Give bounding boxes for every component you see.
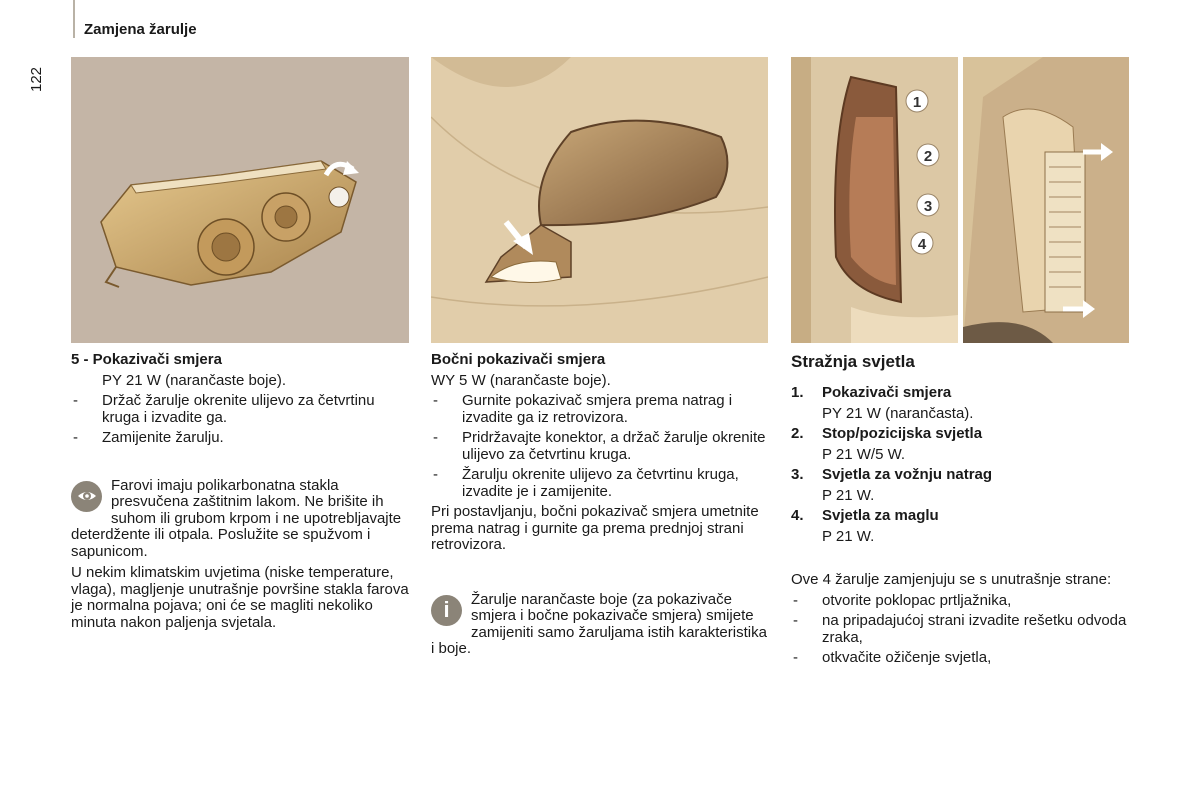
side-indicator-spec: WY 5 W (narančaste boje). — [431, 371, 611, 389]
header-divider — [73, 0, 75, 38]
side-indicator-heading: Bočni pokazivači smjera — [431, 351, 606, 368]
list-item: - Zamijenite žarulju. — [73, 429, 224, 446]
list-item-text: Pridržavajte konektor, a držač žarulje okrenite ulijevo za četvrtinu kruga. — [462, 429, 766, 463]
list-item-label: Svjetla za maglu — [822, 507, 939, 524]
list-item-number: 2. — [791, 425, 804, 442]
care-notice — [71, 478, 411, 561]
list-item-label: Stop/pozicijska svjetla — [822, 425, 983, 442]
list-item-text: na pripadajućoj strani izvadite rešetku odvoda zraka, — [822, 612, 1127, 646]
rear-label-2: 2 — [923, 148, 933, 165]
eye-icon — [71, 481, 102, 512]
list-item: - Gurnite pokazivač smjera prema natrag i izvadite ga iz retrovizora. — [433, 392, 733, 426]
rear-lamp-illustration — [791, 57, 958, 343]
headlamp-drawing — [71, 57, 409, 343]
list-item-label: Svjetla za vožnju natrag — [822, 466, 993, 483]
headlamp-illustration — [71, 57, 409, 343]
reinstall-paragraph: Pri postavljanju, bočni pokazivač smjera umetnite prema natrag i gurnite ga prema prednjoj strani retrovizora. — [431, 503, 759, 553]
mirror-drawing — [431, 57, 768, 343]
list-item-spec: P 21 W. — [822, 527, 875, 545]
list-item-text: otkvačite ožičenje svjetla, — [822, 649, 992, 666]
front-indicator-heading: 5 - Pokazivači smjera — [71, 351, 222, 368]
list-item-number: 4. — [791, 507, 804, 524]
list-item — [791, 508, 1131, 525]
rear-lamps-section — [791, 352, 1131, 667]
list-item-spec: P 21 W. — [822, 486, 875, 504]
info-icon: i — [431, 595, 462, 626]
info-notice-text: Žarulje narančaste boje (za pokazivače smjera i bočne pokazivače smjera) smijete zamijeniti samo žaruljama istih karakteristika i boje. — [431, 590, 767, 657]
trunk-interior-drawing — [963, 57, 1129, 343]
list-item: - Držač žarulje okrenite ulijevo za četvrtinu kruga i izvadite ga. — [73, 392, 375, 426]
rear-lamp-drawing — [791, 57, 958, 343]
info-notice — [431, 592, 771, 658]
rear-label-3: 3 — [923, 198, 933, 215]
page-section-title: Zamjena žarulje — [84, 21, 197, 38]
list-item-spec: P 21 W/5 W. — [822, 445, 906, 463]
list-item — [791, 467, 1131, 484]
side-indicator-section — [431, 352, 771, 658]
rear-label-1: 1 — [912, 94, 922, 111]
list-item — [791, 385, 1131, 402]
inside-access-paragraph: Ove 4 žarulje zamjenjuju se s unutrašnje strane: — [791, 571, 1112, 588]
list-item — [791, 426, 1131, 443]
list-item-text: otvorite poklopac prtljažnika, — [822, 591, 1012, 609]
mirror-illustration — [431, 57, 768, 343]
list-item-text: Držač žarulje okrenite ulijevo za četvrtinu kruga i izvadite ga. — [102, 392, 375, 426]
list-item: - otkvačite ožičenje svjetla, — [793, 649, 992, 666]
front-indicator-section — [71, 352, 411, 631]
list-item-label: Pokazivači smjera — [822, 384, 952, 401]
rear-label-4: 4 — [917, 236, 927, 253]
list-item-spec: PY 21 W (narančasta). — [822, 404, 974, 422]
list-item-text: Zamijenite žarulju. — [102, 429, 224, 446]
list-item-number: 3. — [791, 466, 804, 483]
list-item: - Pridržavajte konektor, a držač žarulje okrenite ulijevo za četvrtinu kruga. — [433, 429, 766, 463]
list-item: - Žarulju okrenite ulijevo za četvrtinu kruga, izvadite je i zamijenite. — [433, 466, 739, 500]
list-item-number: 1. — [791, 384, 804, 401]
trunk-interior-illustration — [963, 57, 1129, 343]
care-notice-text: Farovi imaju polikarbonatna stakla presvučena zaštitnim lakom. Ne brišite ih suhom ili grubom krpom i ne upotrebljavajte deterdžente ili otpala. Poslužite se spužvom i sapunicom. — [71, 476, 402, 560]
rear-lamps-title: Stražnja svjetla — [791, 352, 915, 371]
front-indicator-spec: PY 21 W (narančaste boje). — [102, 371, 286, 389]
list-item: - otvorite poklopac prtljažnika, — [793, 591, 1012, 609]
list-item-text: Gurnite pokazivač smjera prema natrag i izvadite ga iz retrovizora. — [462, 392, 733, 426]
list-item-text: Žarulju okrenite ulijevo za četvrtinu kruga, izvadite je i zamijenite. — [462, 466, 739, 500]
list-item: - na pripadajućoj strani izvadite rešetku odvoda zraka, — [793, 612, 1127, 646]
fogging-paragraph: U nekim klimatskim uvjetima (niske temperature, vlaga), magljenje unutrašnje površine stakla farova je normalna pojava; oni će se magliti nekoliko minuta nakon paljenja svjetala. — [71, 564, 409, 631]
page-number: 122 — [28, 66, 45, 92]
